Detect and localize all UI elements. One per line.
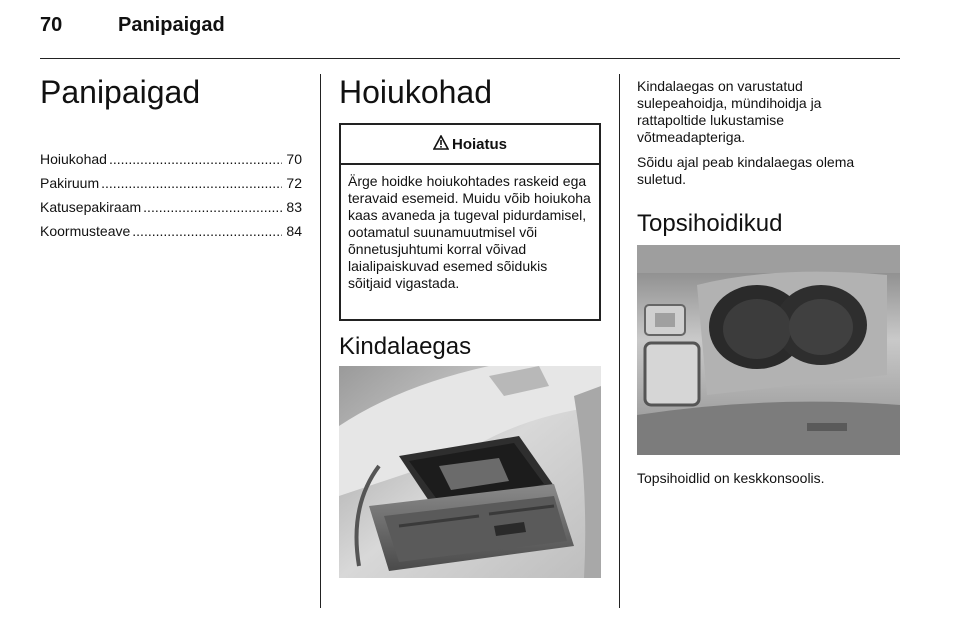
warning-header	[341, 125, 599, 165]
header-title: Panipaigad	[118, 14, 225, 36]
table-of-contents	[40, 151, 302, 247]
toc-leader	[132, 223, 282, 239]
toc-entry[interactable]	[40, 199, 302, 223]
warning-triangle-icon	[433, 135, 449, 154]
toc-leader	[101, 175, 282, 191]
toc-label: Pakiruum	[40, 175, 100, 191]
cupholder-caption: Topsihoidlid on keskkonsoolis.	[637, 470, 825, 486]
header-rule	[40, 58, 900, 59]
chapter-title: Panipaigad	[40, 74, 201, 110]
paragraph-glovebox-closed: Sõidu ajal peab kindalaegas olema suletud.	[637, 154, 855, 187]
toc-page: 84	[286, 223, 302, 239]
section-title-topsihoidikud: Topsihoidikud	[637, 210, 783, 237]
toc-entry[interactable]	[40, 151, 302, 175]
paragraph-glovebox-equipment: Kindalaegas on varustatud sulepeahoidja, mündihoidja ja rattapoltide lukustamise võtmeadapteriga.	[637, 78, 822, 145]
toc-page: 70	[286, 151, 302, 167]
column-divider-1	[320, 74, 321, 608]
toc-leader	[143, 199, 282, 215]
toc-label: Katusepakiraam	[40, 199, 142, 215]
toc-label: Hoiukohad	[40, 151, 107, 167]
toc-leader	[109, 151, 282, 167]
cupholder-photo	[637, 245, 900, 455]
warning-heading: Hoiatus	[451, 135, 507, 153]
toc-label: Koormusteave	[40, 223, 131, 239]
column-divider-2	[619, 74, 620, 608]
header-page-number: 70	[40, 14, 63, 36]
toc-entry[interactable]	[40, 223, 302, 247]
section-title-kindalaegas: Kindalaegas	[339, 333, 472, 360]
warning-text: Ärge hoidke hoiukohtades raskeid ega teravaid esemeid. Muidu võib hoiukoha kaas avaneda ja tugeval pidurdamisel, ootamatul suunamuutmisel või õnnetusjuhtumi korral võivad laialipaiskuvad esemed sõidukis sõitjaid vigastada.	[348, 173, 591, 291]
toc-page: 72	[286, 175, 302, 191]
toc-page: 83	[286, 199, 302, 215]
toc-entry[interactable]	[40, 175, 302, 199]
section-title-hoiukohad: Hoiukohad	[339, 74, 492, 110]
glovebox-photo	[339, 366, 601, 578]
warning-box	[339, 123, 601, 321]
